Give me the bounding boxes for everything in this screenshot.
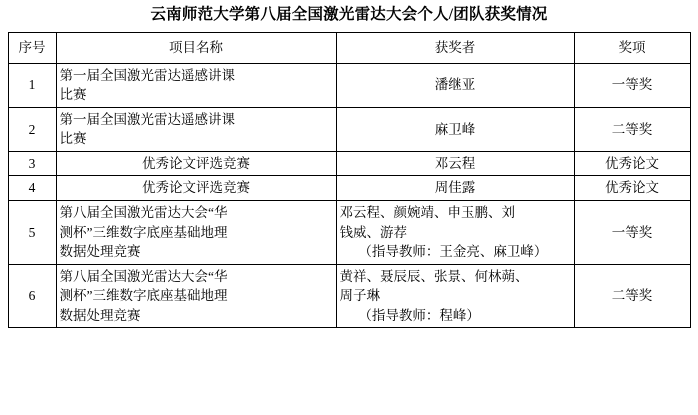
cell-winner: 周佳露 <box>336 176 574 201</box>
column-header-no: 序号 <box>8 32 56 63</box>
cell-project: 优秀论文评选竞赛 <box>56 176 336 201</box>
project-line: 第八届全国激光雷达大会“华 <box>59 204 228 220</box>
cell-project <box>56 200 336 264</box>
project-line: 比赛 <box>59 87 87 103</box>
advisor-line: （指导教师：程峰） <box>358 307 480 323</box>
award-table <box>8 32 691 329</box>
cell-project: 优秀论文评选竞赛 <box>56 151 336 176</box>
winner-line: 周子琳 <box>339 288 380 304</box>
table-header-row <box>8 32 690 63</box>
cell-no: 2 <box>8 107 56 151</box>
project-line: 数据处理竞赛 <box>59 307 141 323</box>
cell-project <box>56 63 336 107</box>
project-line: 第一届全国激光雷达遥感讲课 <box>59 111 235 127</box>
cell-no: 4 <box>8 176 56 201</box>
column-header-winner: 获奖者 <box>336 32 574 63</box>
cell-no: 5 <box>8 200 56 264</box>
page-title: 云南师范大学第八届全国激光雷达大会个人/团队获奖情况 <box>150 6 548 23</box>
project-line: 数据处理竞赛 <box>59 244 141 260</box>
table-row <box>8 200 690 264</box>
cell-prize: 二等奖 <box>574 107 690 151</box>
table-row <box>8 151 690 176</box>
column-header-project: 项目名称 <box>56 32 336 63</box>
cell-winner <box>336 264 574 328</box>
table-row <box>8 176 690 201</box>
table-row <box>8 264 690 328</box>
winner-line: 邓云程、颜婉靖、申玉鹏、刘 <box>339 204 515 220</box>
cell-no: 3 <box>8 151 56 176</box>
project-line: 测杯”三维数字底座基础地理 <box>59 288 228 304</box>
winner-line: 黄祥、聂辰辰、张景、何林蒴、 <box>339 268 529 284</box>
cell-no: 1 <box>8 63 56 107</box>
cell-winner <box>336 200 574 264</box>
table-row <box>8 107 690 151</box>
cell-winner: 邓云程 <box>336 151 574 176</box>
project-line: 比赛 <box>59 131 87 147</box>
cell-prize: 二等奖 <box>574 264 690 328</box>
cell-winner: 潘继亚 <box>336 63 574 107</box>
project-line: 测杯”三维数字底座基础地理 <box>59 224 228 240</box>
cell-no: 6 <box>8 264 56 328</box>
project-line: 第一届全国激光雷达遥感讲课 <box>59 67 235 83</box>
project-line: 第八届全国激光雷达大会“华 <box>59 268 228 284</box>
cell-prize: 一等奖 <box>574 63 690 107</box>
cell-winner: 麻卫峰 <box>336 107 574 151</box>
table-row <box>8 63 690 107</box>
cell-project <box>56 264 336 328</box>
cell-prize: 优秀论文 <box>574 151 690 176</box>
cell-project <box>56 107 336 151</box>
cell-prize: 优秀论文 <box>574 176 690 201</box>
column-header-prize: 奖项 <box>574 32 690 63</box>
cell-prize: 一等奖 <box>574 200 690 264</box>
advisor-line: （指导教师：王金亮、麻卫峰） <box>358 244 548 260</box>
winner-line: 钱威、游荐 <box>339 224 407 240</box>
